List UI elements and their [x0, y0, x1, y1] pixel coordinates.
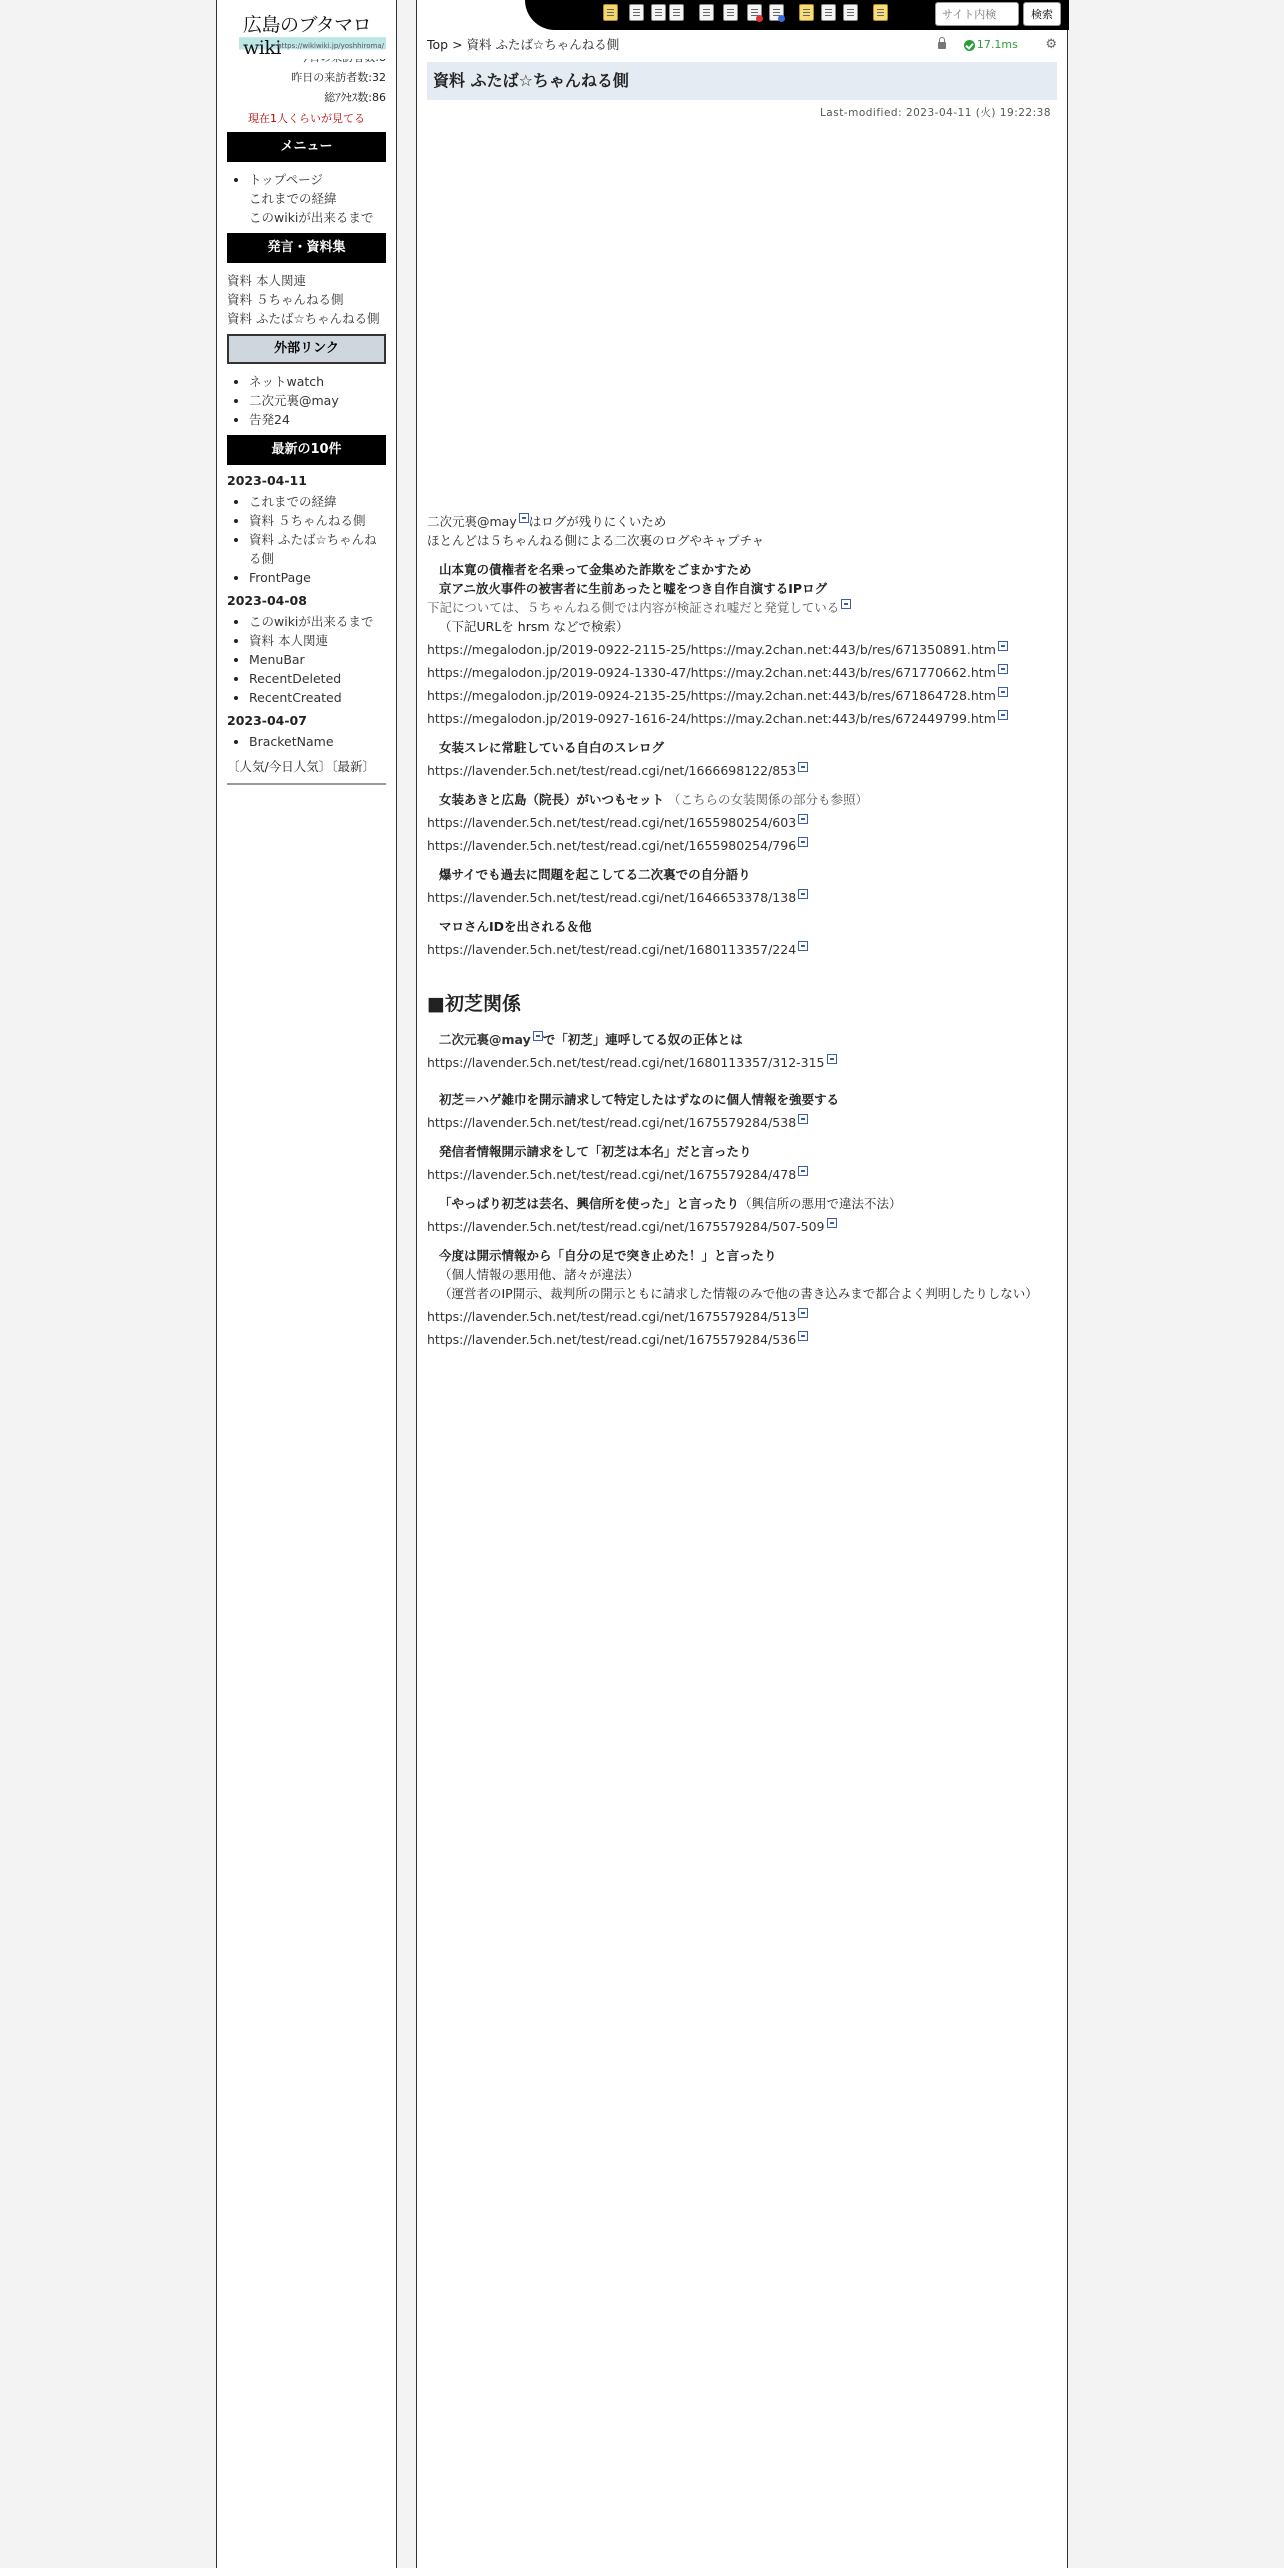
menubar — [217, 0, 397, 2568]
recent-heading: 最新の10件 — [227, 435, 386, 465]
external-link-icon — [998, 710, 1008, 720]
section-note: 下記については、５ちゃんねる側では内容が検証され嘘だと発覚している — [427, 598, 1057, 617]
diff-icon[interactable] — [669, 4, 684, 21]
section-note: （興信所の悪用で違法不法） — [739, 1196, 902, 1211]
page-tools — [938, 32, 1057, 58]
may-link[interactable]: 二次元裏@may — [439, 1032, 531, 1047]
may-link[interactable]: 二次元裏@may — [427, 514, 517, 529]
ad-space — [427, 120, 1057, 512]
link-netwatch[interactable]: ネットwatch — [249, 374, 325, 389]
section-title: 初芝＝ハゲ雑巾を開示請求して特定したはずなのに個人情報を強要する — [439, 1092, 840, 1107]
docs-list — [227, 271, 386, 328]
menu-item-history[interactable]: これまでの経緯 — [249, 191, 337, 206]
counter-total: 総ｱｸｾｽ数:86 — [324, 91, 386, 104]
backup-icon[interactable] — [769, 4, 784, 21]
recent-item[interactable]: このwikiが出来るまで — [249, 614, 374, 629]
recent-item[interactable]: これまでの経緯 — [249, 494, 337, 509]
menu-item-top[interactable]: トップページ — [249, 172, 323, 187]
external-link-icon — [998, 687, 1008, 697]
copy-icon[interactable] — [723, 4, 738, 21]
url-link[interactable]: https://lavender.5ch.net/test/read.cgi/net/1675579284/538 — [427, 1113, 1057, 1132]
online-count: 現在1人くらいが見てる — [248, 112, 365, 125]
page — [216, 0, 1068, 2568]
external-link-icon — [798, 1166, 808, 1176]
external-link-icon — [841, 599, 851, 609]
rank-links[interactable]: 〔人気/今日人気〕〔最新〕 — [227, 757, 386, 785]
recent-item[interactable]: FrontPage — [249, 570, 311, 585]
external-link-icon — [519, 513, 529, 523]
menu-item-origin[interactable]: このwikiが出来るまで — [249, 210, 374, 225]
section-title: 山本寛の債権者を名乗って金集めた詐欺をごまかすため — [439, 562, 752, 577]
section-title-row: 女装あきと広島（院長）がいつもセット （こちらの女装関係の部分も参照） — [439, 792, 869, 807]
menu-heading: メニュー — [227, 132, 386, 162]
home-icon[interactable] — [603, 4, 618, 21]
external-link-icon — [998, 641, 1008, 651]
url-link[interactable]: https://megalodon.jp/2019-0927-1616-24/https://may.2chan.net:443/b/res/672449799.htm — [427, 709, 1057, 728]
url-link[interactable]: https://lavender.5ch.net/test/read.cgi/net/1666698122/853 — [427, 761, 1057, 780]
docs-item-self[interactable]: 資料 本人関連 — [227, 273, 306, 288]
url-link[interactable]: https://lavender.5ch.net/test/read.cgi/net/1646653378/138 — [427, 888, 1057, 907]
rename-icon[interactable] — [747, 4, 762, 21]
recent-item[interactable]: 資料 ５ちゃんねる側 — [249, 513, 366, 528]
menu-list — [227, 170, 386, 227]
recent-list — [227, 612, 386, 707]
url-link[interactable]: https://megalodon.jp/2019-0922-2115-25/https://may.2chan.net:443/b/res/671350891.htm — [427, 640, 1057, 659]
intro-line: 二次元裏@may はログが残りにくいため — [427, 514, 667, 529]
lock-icon[interactable] — [938, 42, 946, 49]
link-kokuhatsu[interactable]: 告発24 — [249, 412, 290, 427]
recent-item[interactable]: RecentCreated — [249, 690, 342, 705]
external-link-icon — [798, 814, 808, 824]
links-heading: 外部リンク — [227, 334, 386, 364]
section-title: 発信者情報開示請求をして「初芝は本名」だと言ったり — [439, 1144, 752, 1159]
section-note: （個人情報の悪用他、諸々が違法） — [439, 1267, 640, 1282]
section-title: 京アニ放火事件の被害者に生前あったと嘘をつき自作自演するIPログ — [439, 581, 828, 596]
section-note[interactable]: （こちらの女装関係の部分も参照） — [668, 792, 869, 807]
search-page-icon[interactable] — [821, 4, 836, 21]
url-link[interactable]: https://lavender.5ch.net/test/read.cgi/net/1675579284/536 — [427, 1330, 1057, 1349]
edit-icon[interactable] — [651, 4, 666, 21]
links-list — [227, 372, 386, 429]
external-link-icon — [998, 664, 1008, 674]
recent-date: 2023-04-08 — [227, 593, 307, 608]
recent-item[interactable]: 資料 本人関連 — [249, 633, 328, 648]
recent-item[interactable]: RecentDeleted — [249, 671, 342, 686]
intro-line: ほとんどは５ちゃんねる側による二次裏のログやキャプチャ — [427, 533, 765, 548]
section-note: （運営者のIP開示、裁判所の開示ともに請求した情報のみで他の書き込みまで都合よく判明したりしない） — [439, 1286, 1038, 1301]
url-link[interactable]: https://megalodon.jp/2019-0924-2135-25/https://may.2chan.net:443/b/res/671864728.htm — [427, 686, 1057, 705]
search-input[interactable] — [935, 2, 1019, 26]
list-icon[interactable] — [799, 4, 814, 21]
section-title: 爆サイでも過去に問題を起こしてる二次裏での自分語り — [439, 867, 751, 882]
toolbar — [525, 0, 1069, 30]
external-link-icon — [798, 837, 808, 847]
recent-icon[interactable] — [843, 4, 858, 21]
recent-date: 2023-04-11 — [227, 473, 307, 488]
gear-icon[interactable]: ⚙ — [1045, 37, 1057, 52]
render-time: 17.1ms — [976, 38, 1018, 51]
site-logo[interactable] — [239, 10, 386, 59]
external-link-icon — [827, 1218, 837, 1228]
url-link[interactable]: https://megalodon.jp/2019-0924-1330-47/https://may.2chan.net:443/b/res/671770662.htm — [427, 663, 1057, 682]
site-url: https://wikiwiki.jp/yoshhiroma/ — [277, 42, 384, 50]
main-content — [427, 32, 1057, 1349]
docs-item-5ch[interactable]: 資料 ５ちゃんねる側 — [227, 292, 344, 307]
external-link-icon — [827, 1054, 837, 1064]
external-link-icon — [798, 1331, 808, 1341]
attach-icon[interactable] — [699, 4, 714, 21]
section-heading: ■初芝関係 — [427, 993, 521, 1015]
link-may[interactable]: 二次元裏@may — [249, 393, 339, 408]
url-link[interactable]: https://lavender.5ch.net/test/read.cgi/net/1655980254/603 — [427, 813, 1057, 832]
section-title: マロさんIDを出される＆他 — [439, 919, 592, 934]
last-modified: Last-modified: 2023-04-11 (火) 19:22:38 — [819, 107, 1051, 119]
check-icon — [964, 40, 975, 51]
external-link-icon — [798, 1308, 808, 1318]
external-link-icon — [798, 1114, 808, 1124]
docs-item-futaba[interactable]: 資料 ふたば☆ちゃんねる側 — [227, 311, 380, 326]
recent-list — [227, 732, 386, 751]
section-title-row: 二次元裏@may で「初芝」連呼してる奴の正体とは — [439, 1032, 743, 1047]
docs-heading: 発言・資料集 — [227, 233, 386, 263]
search-button[interactable]: 検索 — [1023, 2, 1061, 26]
section-title: 今度は開示情報から「自分の足で突き止めた！」と言ったり — [439, 1248, 777, 1263]
recent-item[interactable]: 資料 ふたば☆ちゃんねる側 — [249, 532, 377, 566]
url-link[interactable]: https://lavender.5ch.net/test/read.cgi/net/1680113357/312-315 — [427, 1053, 1057, 1072]
help-icon[interactable] — [873, 4, 888, 21]
external-link-icon — [533, 1031, 543, 1041]
recent-date: 2023-04-07 — [227, 713, 307, 728]
breadcrumb[interactable]: Top > 資料 ふたば☆ちゃんねる側 — [427, 37, 620, 52]
url-link[interactable]: https://lavender.5ch.net/test/read.cgi/net/1675579284/507-509 — [427, 1217, 1057, 1236]
external-link-icon — [798, 941, 808, 951]
new-page-icon[interactable] — [629, 4, 644, 21]
external-link-icon — [798, 889, 808, 899]
section-title: 女装スレに常駐している自白のスレログ — [439, 740, 665, 755]
section-title-row: 「やっぱり初芝は芸名、興信所を使った」と言ったり（興信所の悪用で違法不法） — [439, 1196, 902, 1211]
url-link[interactable]: https://lavender.5ch.net/test/read.cgi/net/1655980254/796 — [427, 836, 1057, 855]
external-link-icon — [798, 762, 808, 772]
section-hint: （下記URLを hrsm などで検索） — [439, 619, 629, 634]
breadcrumb-row — [427, 32, 1057, 58]
page-title: 資料 ふたば☆ちゃんねる側 — [427, 62, 1057, 100]
counter-yesterday: 昨日の来訪者数:32 — [291, 71, 386, 84]
url-link[interactable]: https://lavender.5ch.net/test/read.cgi/net/1680113357/224 — [427, 940, 1057, 959]
column-divider — [397, 0, 417, 2568]
recent-list — [227, 492, 386, 587]
site-title[interactable]: 広島のブタマロ wiki — [239, 10, 386, 59]
url-link[interactable]: https://lavender.5ch.net/test/read.cgi/net/1675579284/513 — [427, 1307, 1057, 1326]
recent-item[interactable]: MenuBar — [249, 652, 305, 667]
recent-item[interactable]: BracketName — [249, 734, 334, 749]
url-link[interactable]: https://lavender.5ch.net/test/read.cgi/net/1675579284/478 — [427, 1165, 1057, 1184]
